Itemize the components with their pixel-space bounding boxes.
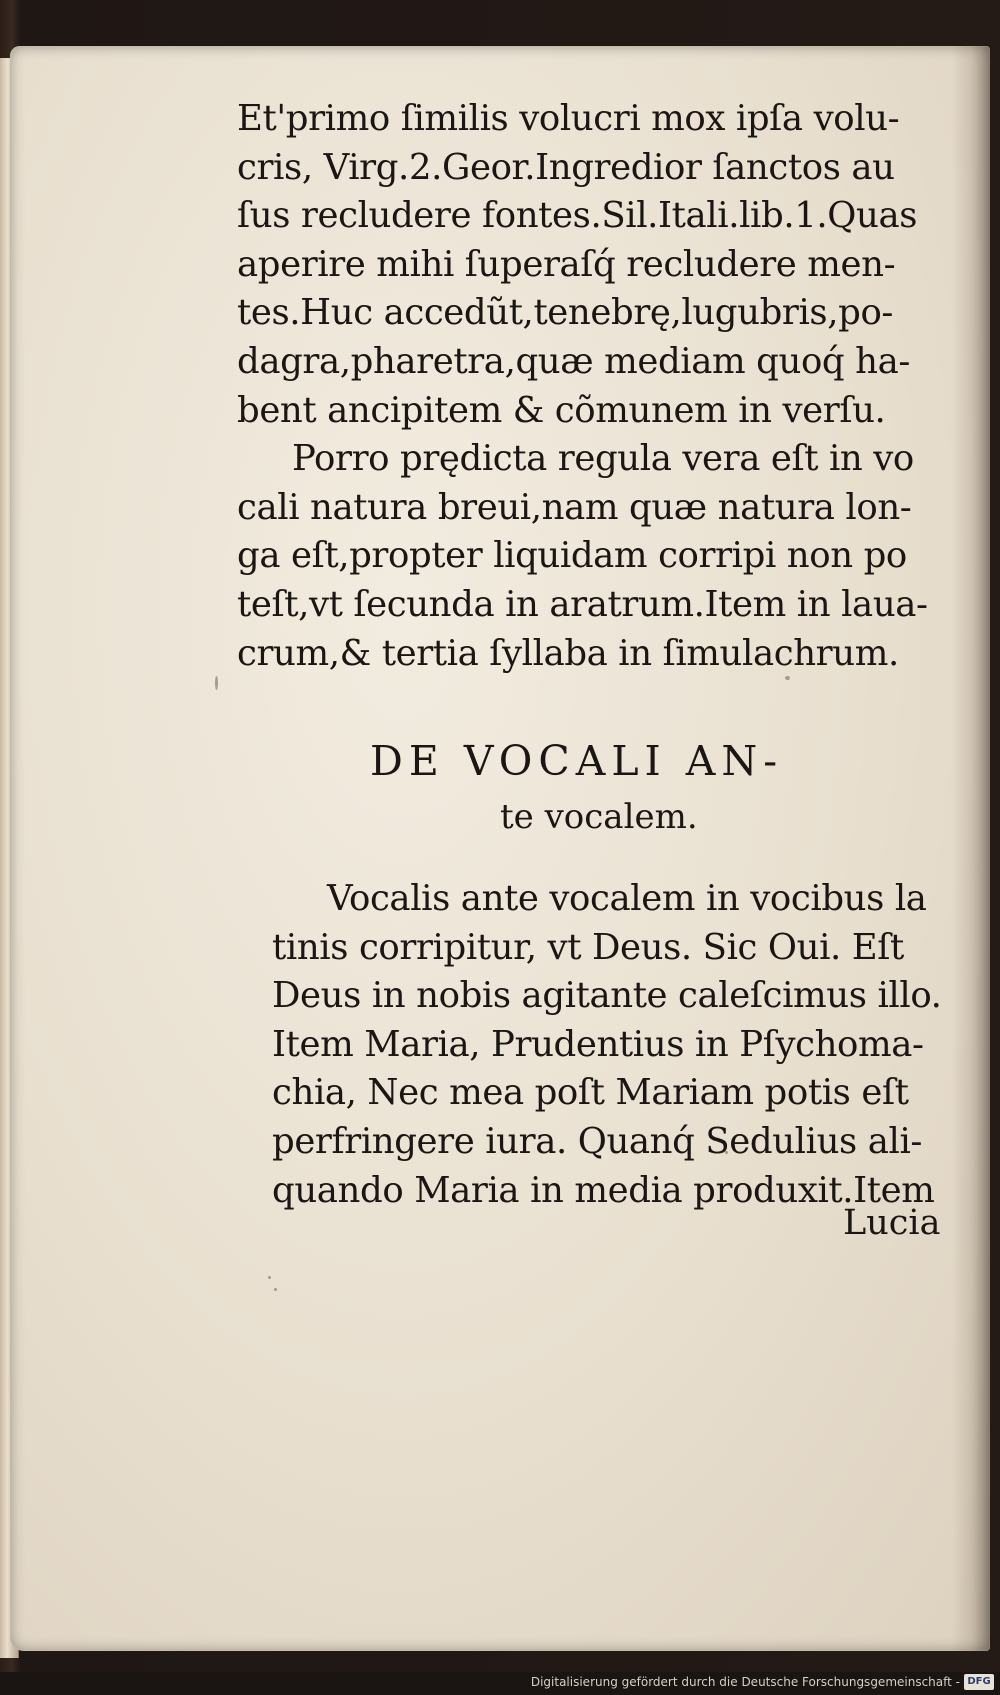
text-line: Porro prędicta regula vera eſt in vo [292, 438, 914, 480]
text-line: chia, Nec mea poſt Mariam potis eſt [272, 1072, 909, 1114]
text-line: crum,& tertia ſyllaba in ſimulachrum. [237, 632, 899, 674]
page-speck [268, 1276, 271, 1279]
page-speck [215, 676, 218, 690]
text-line: Deus in nobis agitante caleſcimus illo. [272, 975, 942, 1017]
text-line: ſus recludere fontes.Sil.Itali.lib.1.Quas [237, 195, 918, 237]
text-paragraph-bottom [272, 875, 972, 1215]
text-line: tinis corripitur, vt Deus. Sic Oui. Eſt [272, 926, 904, 968]
dfg-logo: DFG [964, 1674, 994, 1690]
text-line: aperire mihi ſuperaſq́ recludere men- [237, 243, 896, 285]
text-paragraphs-top [237, 95, 937, 678]
text-line: ga eſt,propter liquidam corripi non po [237, 535, 907, 577]
digitization-credit: Digitalisierung gefördert durch die Deutsche Forschungsgemeinschaft - [530, 1675, 960, 1689]
text-line: Item Maria, Prudentius in Pſychoma- [272, 1023, 924, 1065]
page-speck [274, 1288, 277, 1291]
heading-line-2: te vocalem. [500, 797, 698, 837]
text-line: cali natura breui,nam quæ natura lon- [237, 486, 912, 528]
catchword: Lucia [843, 1203, 941, 1243]
binding-shadow [952, 46, 990, 1651]
text-line: teſt,vt ſecunda in aratrum.Item in laua- [237, 583, 928, 625]
text-line: Vocalis ante vocalem in vocibus la [327, 878, 927, 919]
text-line: Et'primo ſimilis volucri mox ipſa volu- [237, 98, 900, 139]
text-line: tes.Huc accedũt,tenebrę,lugubris,po- [237, 292, 894, 334]
text-line: bent ancipitem & cõmunem in verſu. [237, 389, 886, 431]
text-line: dagra,pharetra,quæ mediam quoq́ ha- [237, 340, 910, 382]
text-line: cris, Virg.2.Geor.Ingredior ſanctos au [237, 146, 895, 188]
heading-line-1: DE VOCALI AN- [370, 737, 784, 785]
text-line: perfringere iura. Quanq́ Sedulius ali- [272, 1120, 923, 1162]
text-line: quando Maria in media produxit.Item [272, 1169, 935, 1211]
